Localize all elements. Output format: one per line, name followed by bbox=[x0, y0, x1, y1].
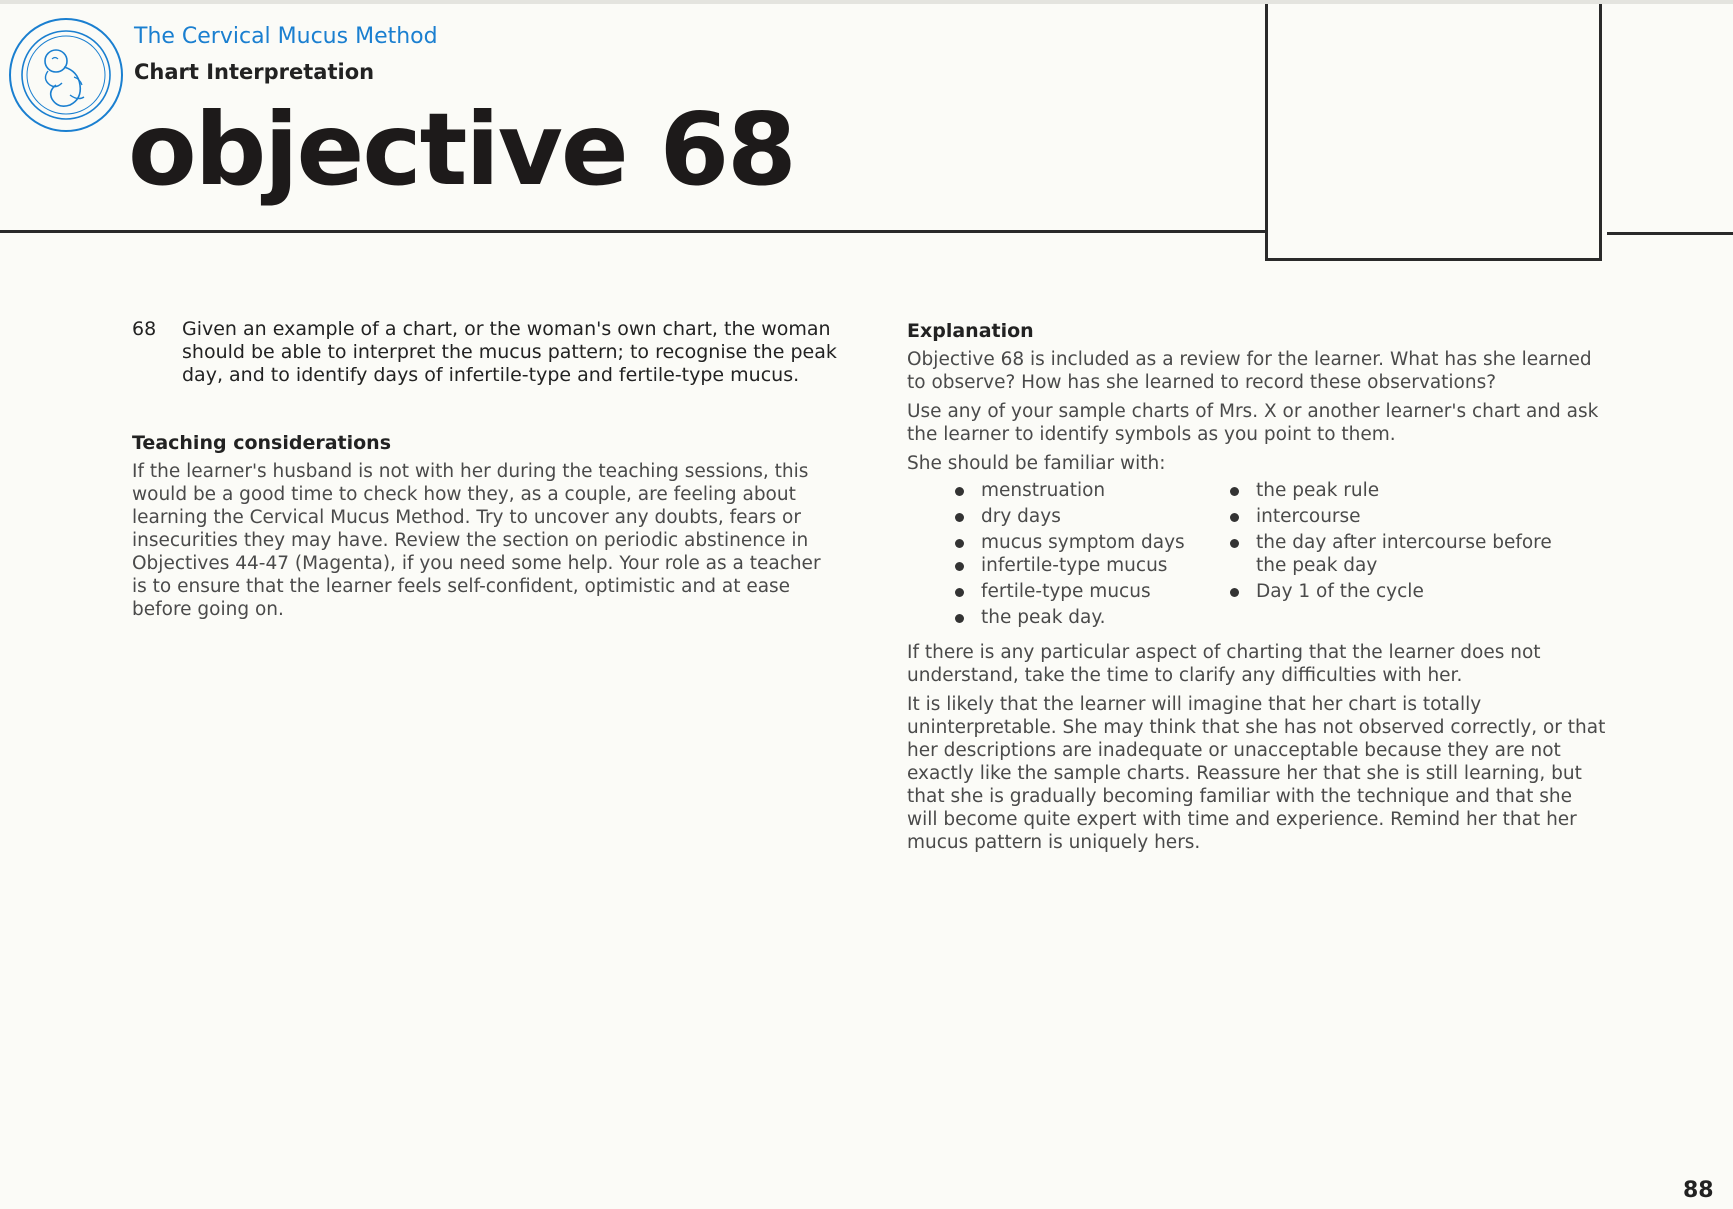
bullet-icon bbox=[955, 588, 964, 597]
list-item bbox=[1230, 479, 1590, 502]
explanation-paragraph: She should be familiar with: bbox=[907, 453, 1166, 474]
list-item-text: the peak day. bbox=[981, 607, 1106, 628]
bullet-list-right bbox=[1230, 479, 1590, 606]
teaching-heading: Teaching considerations bbox=[132, 432, 392, 454]
objective-text: Given an example of a chart, or the woman's own chart, the woman should be able to interpret the mucus pattern; to recognise the peak day, and to identify days of infertile-type and fertile-type mucus. bbox=[182, 318, 837, 386]
page-number: 88 bbox=[1683, 1178, 1714, 1203]
bullet-icon bbox=[1230, 539, 1239, 548]
header-blank-box bbox=[1265, 4, 1602, 261]
baby-in-circle-logo-icon bbox=[8, 17, 124, 133]
explanation-paragraph: Objective 68 is included as a review for the learner. What has she learned to observe? How has she learned to record these observations? bbox=[907, 349, 1592, 393]
list-item-text: the peak rule bbox=[1256, 480, 1380, 501]
list-item-text: Day 1 of the cycle bbox=[1256, 581, 1424, 602]
bullet-list-left bbox=[955, 479, 1215, 632]
teaching-body: If the learner's husband is not with her during the teaching sessions, this would be a good time to check how they, as a couple, are feeling about learning the Cervical Mucus Method. Try to uncover any doubts, fears or insecurities they may have. Review the section on periodic abstinence in Objectives 44-47 (Magenta), if you need some help. Your role as a teacher is to ensure that the learner feels self-confident, optimistic and at ease before going on. bbox=[132, 461, 821, 620]
list-item bbox=[955, 531, 1215, 554]
list-item bbox=[1230, 531, 1586, 577]
bullet-icon bbox=[955, 562, 964, 571]
list-item bbox=[955, 580, 1215, 603]
list-item-text: mucus symptom days bbox=[981, 532, 1185, 553]
explanation-paragraph: If there is any particular aspect of charting that the learner does not understand, take the time to clarify any difficulties with her. bbox=[907, 642, 1541, 686]
list-item-text: the day after intercourse before the peak day bbox=[1256, 532, 1552, 576]
list-item-text: infertile-type mucus bbox=[981, 555, 1168, 576]
bullet-icon bbox=[955, 513, 964, 522]
section-title: Chart Interpretation bbox=[134, 60, 375, 84]
explanation-body bbox=[907, 348, 1607, 860]
page-title: objective 68 bbox=[128, 91, 795, 208]
list-item bbox=[1230, 505, 1590, 528]
header-divider-right bbox=[1607, 232, 1733, 235]
bullet-icon bbox=[1230, 487, 1239, 496]
bullet-icon bbox=[955, 487, 964, 496]
list-item-text: fertile-type mucus bbox=[981, 581, 1151, 602]
familiar-with-list bbox=[907, 479, 1607, 639]
list-item-text: menstruation bbox=[981, 480, 1106, 501]
series-title: The Cervical Mucus Method bbox=[134, 24, 438, 49]
bullet-icon bbox=[955, 614, 964, 623]
explanation-paragraph: Use any of your sample charts of Mrs. X or another learner's chart and ask the learner to identify symbols as you point to them. bbox=[907, 401, 1599, 445]
explanation-heading: Explanation bbox=[907, 320, 1034, 342]
bullet-icon bbox=[1230, 513, 1239, 522]
list-item-text: intercourse bbox=[1256, 506, 1361, 527]
header-divider-left bbox=[0, 230, 1267, 233]
bullet-icon bbox=[955, 539, 964, 548]
list-item bbox=[955, 479, 1215, 502]
list-item bbox=[955, 554, 1215, 577]
list-item-text: dry days bbox=[981, 506, 1061, 527]
objective-statement bbox=[132, 318, 852, 387]
explanation-paragraph: It is likely that the learner will imagine that her chart is totally uninterpretable. She may think that she has not observed correctly, or that her descriptions are inadequate or unacceptable because they are not exactly like the sample charts. Reassure her that she is still learning, but that she is gradually becoming familiar with the technique and that she will become quite expert with time and experience. Remind her that her mucus pattern is uniquely hers. bbox=[907, 694, 1606, 853]
list-item bbox=[955, 606, 1215, 629]
list-item bbox=[955, 505, 1215, 528]
bullet-icon bbox=[1230, 588, 1239, 597]
objective-number: 68 bbox=[132, 318, 157, 340]
list-item bbox=[1230, 580, 1590, 603]
